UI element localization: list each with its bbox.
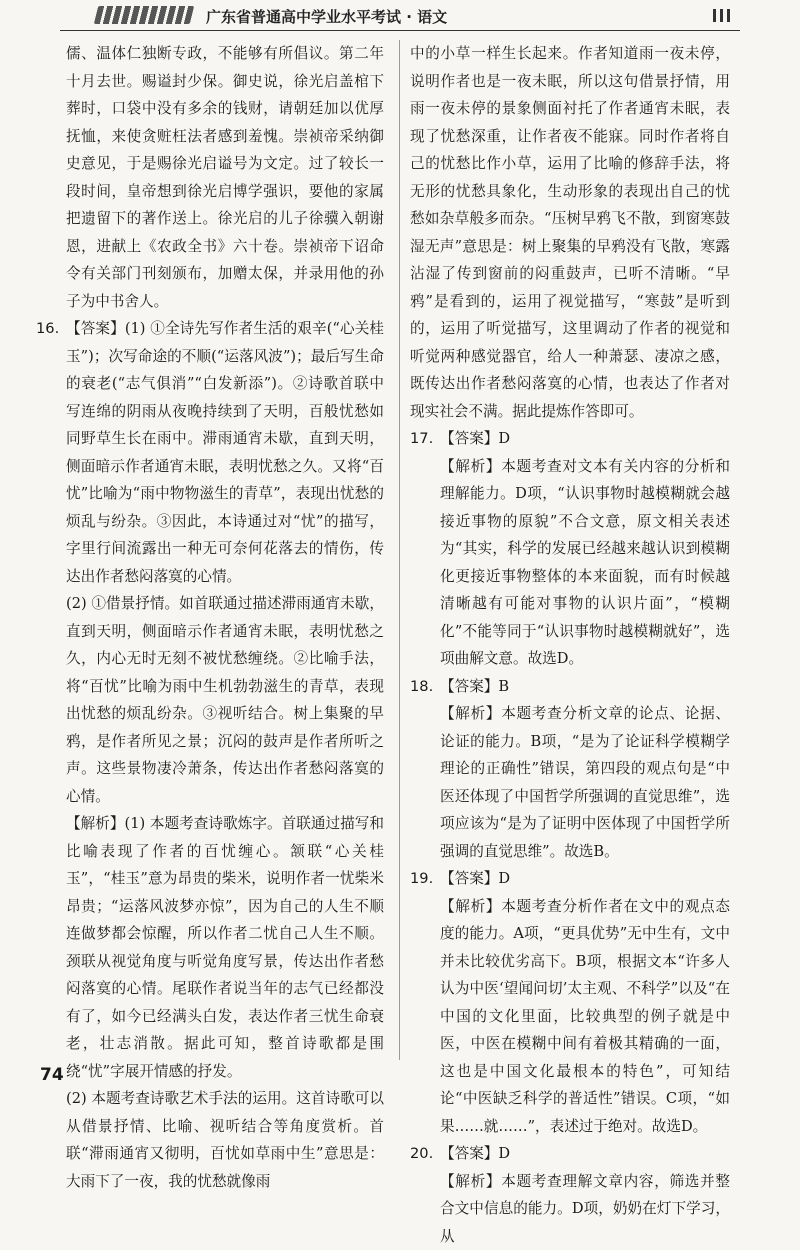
analysis-part-2: (2) 本题考查诗歌艺术手法的运用。这首诗歌可以从借景抒情、比喻、视听结合等角度赏析。首联“滞雨通宵又彻明，百忧如草雨中生”意思是：大雨下了一夜，我的忧愁就像雨 xyxy=(66,1085,384,1195)
question-number: 16. xyxy=(36,315,59,343)
header-decoration-icon xyxy=(713,9,730,22)
publisher-logo-icon xyxy=(94,6,194,24)
page-header xyxy=(0,0,800,36)
question-20 xyxy=(410,1140,730,1250)
question-16 xyxy=(36,315,384,1195)
answer: 【答案】B xyxy=(440,673,730,701)
analysis: 【解析】本题考查分析作者在文中的观点态度的能力。A项，“更具优势”无中生有，文中并未比较优劣高下。B项，根据文本“许多人认为中医‘望闻问切’太主观、不科学”以及“在中国的文化里面，比较典型的例子就是中医，中医在模糊中间有着极其精确的一面，这也是中国文化最根本的特色”，可知结论“中医缺乏科学的普适性”错误。C项，“如果……就……”，表述过于绝对。故选D。 xyxy=(440,893,730,1141)
header-rule xyxy=(60,30,740,31)
analysis: 【解析】本题考查理解文章内容，筛选并整合文中信息的能力。D项，奶奶在灯下学习，从 xyxy=(440,1168,730,1250)
translation-paragraph: 儒、温体仁独断专政，不能够有所倡议。第二年十月去世。赐谥封少保。御史说，徐光启盖棺下葬时，口袋中没有多余的钱财，请朝廷加以优厚抚恤，来使贪赃枉法者感到羞愧。崇祯帝采纳御史意见，于是赐徐光启谥号为文定。过了较长一段时间，皇帝想到徐光启博学强识，要他的家属把遗留下的著作送上。徐光启的儿子徐骥入朝谢恩，进献上《农政全书》六十卷。崇祯帝下诏命令有关部门刊刻颁布，加赠太保，并录用他的孙子为中书舍人。 xyxy=(36,40,384,315)
answer: 【答案】D xyxy=(440,425,730,453)
analysis: 【解析】本题考查对文本有关内容的分析和理解能力。D项，“认识事物时越模糊就会越接近事物的原貌”不合文意，原文相关表述为“其实，科学的发展已经越来越认识到模糊化更接近事物整体的本来面貌，而有时候越清晰越有可能对事物的认识片面”，“模糊化”不能等同于“认识事物时越模糊就好”，选项曲解文意。故选D。 xyxy=(440,453,730,673)
question-19 xyxy=(410,865,730,1140)
question-number: 17. xyxy=(410,425,433,453)
answer-part-2: (2) ①借景抒情。如首联通过描述滞雨通宵未歇，直到天明，侧面暗示作者通宵未眠，表明忧愁之久，内心无时无刻不被忧愁缠绕。②比喻手法，将“百忧”比喻为雨中生机勃勃滋生的青草，表现出忧愁的烦乱纷杂。③视听结合。树上集聚的早鸦，是作者所见之景；沉闷的鼓声是作者所听之声。这些景物凄冷萧条，传达出作者愁闷落寞的心情。 xyxy=(66,590,384,810)
question-number: 19. xyxy=(410,865,433,893)
analysis: 【解析】本题考查分析文章的论点、论据、论证的能力。B项，“是为了论证科学模糊学理论的正确性”错误，第四段的观点句是“中医还体现了中国哲学所强调的直觉思维”，选项应该为“是为了证明中医体现了中国哲学所强调的直觉思维”。故选B。 xyxy=(440,700,730,865)
question-number: 20. xyxy=(410,1140,433,1168)
question-number: 18. xyxy=(410,673,433,701)
left-column xyxy=(36,40,384,1195)
page-number: 74 xyxy=(40,1065,64,1085)
header-title: 广东省普通高中学业水平考试 · 语文 xyxy=(206,6,447,27)
answer-part-1: 【答案】(1) ①全诗先写作者生活的艰辛(“心关桂玉”)；次写命途的不顺(“运落风波”)；最后写生命的衰老(“志气俱消”“白发新添”)。②诗歌首联中写连绵的阴雨从夜晚持续到了天明，百般忧愁如同野草生长在雨中。滞雨通宵未歇，直到天明，侧面暗示作者通宵未眠，表明忧愁之久。又将“百忧”比喻为“雨中物物滋生的青草”，表现出忧愁的烦乱与纷杂。③因此，本诗通过对“忧”的描写，字里行间流露出一种无可奈何花落去的情伤，传达出作者愁闷落寞的心情。 xyxy=(66,315,384,590)
analysis-part-1: 【解析】(1) 本题考查诗歌炼字。首联通过描写和比喻表现了作者的百忧缠心。颔联“心关桂玉”，“桂玉”意为昂贵的柴米，说明作者一忧柴米昂贵；“运落风波梦亦惊”，因为自己的人生不顺连做梦都会惊醒，所以作者二忧自己人生不顺。颈联从视觉角度与听觉角度写景，传达出作者愁闷落寞的心情。尾联作者说当年的志气已经都没有了，如今已经满头白发，表达作者三忧生命衰老，壮志消散。据此可知，整首诗歌都是围绕“忧”字展开情感的抒发。 xyxy=(66,810,384,1085)
right-column xyxy=(410,40,730,1250)
answer: 【答案】D xyxy=(440,865,730,893)
question-18 xyxy=(410,673,730,866)
question-17 xyxy=(410,425,730,673)
answer: 【答案】D xyxy=(440,1140,730,1168)
analysis-continuation: 中的小草一样生长起来。作者知道雨一夜未停，说明作者也是一夜未眠，所以这句借景抒情，用雨一夜未停的景象侧面衬托了作者通宵未眠，表现了忧愁深重，让作者夜不能寐。同时作者将自己的忧愁比作小草，运用了比喻的修辞手法，将无形的忧愁具象化，生动形象的表现出自己的忧愁如杂草般多而杂。“压树早鸦飞不散，到窗寒鼓湿无声”意思是：树上聚集的早鸦没有飞散，寒露沾湿了传到窗前的闷重鼓声，已听不清晰。“早鸦”是看到的，运用了视觉描写，“寒鼓”是听到的，运用了听觉描写，这里调动了作者的视觉和听觉两种感觉器官，给人一种萧瑟、凄凉之感，既传达出作者愁闷落寞的心情，也表达了作者对现实社会不满。据此提炼作答即可。 xyxy=(410,40,730,425)
column-divider xyxy=(399,40,400,1060)
